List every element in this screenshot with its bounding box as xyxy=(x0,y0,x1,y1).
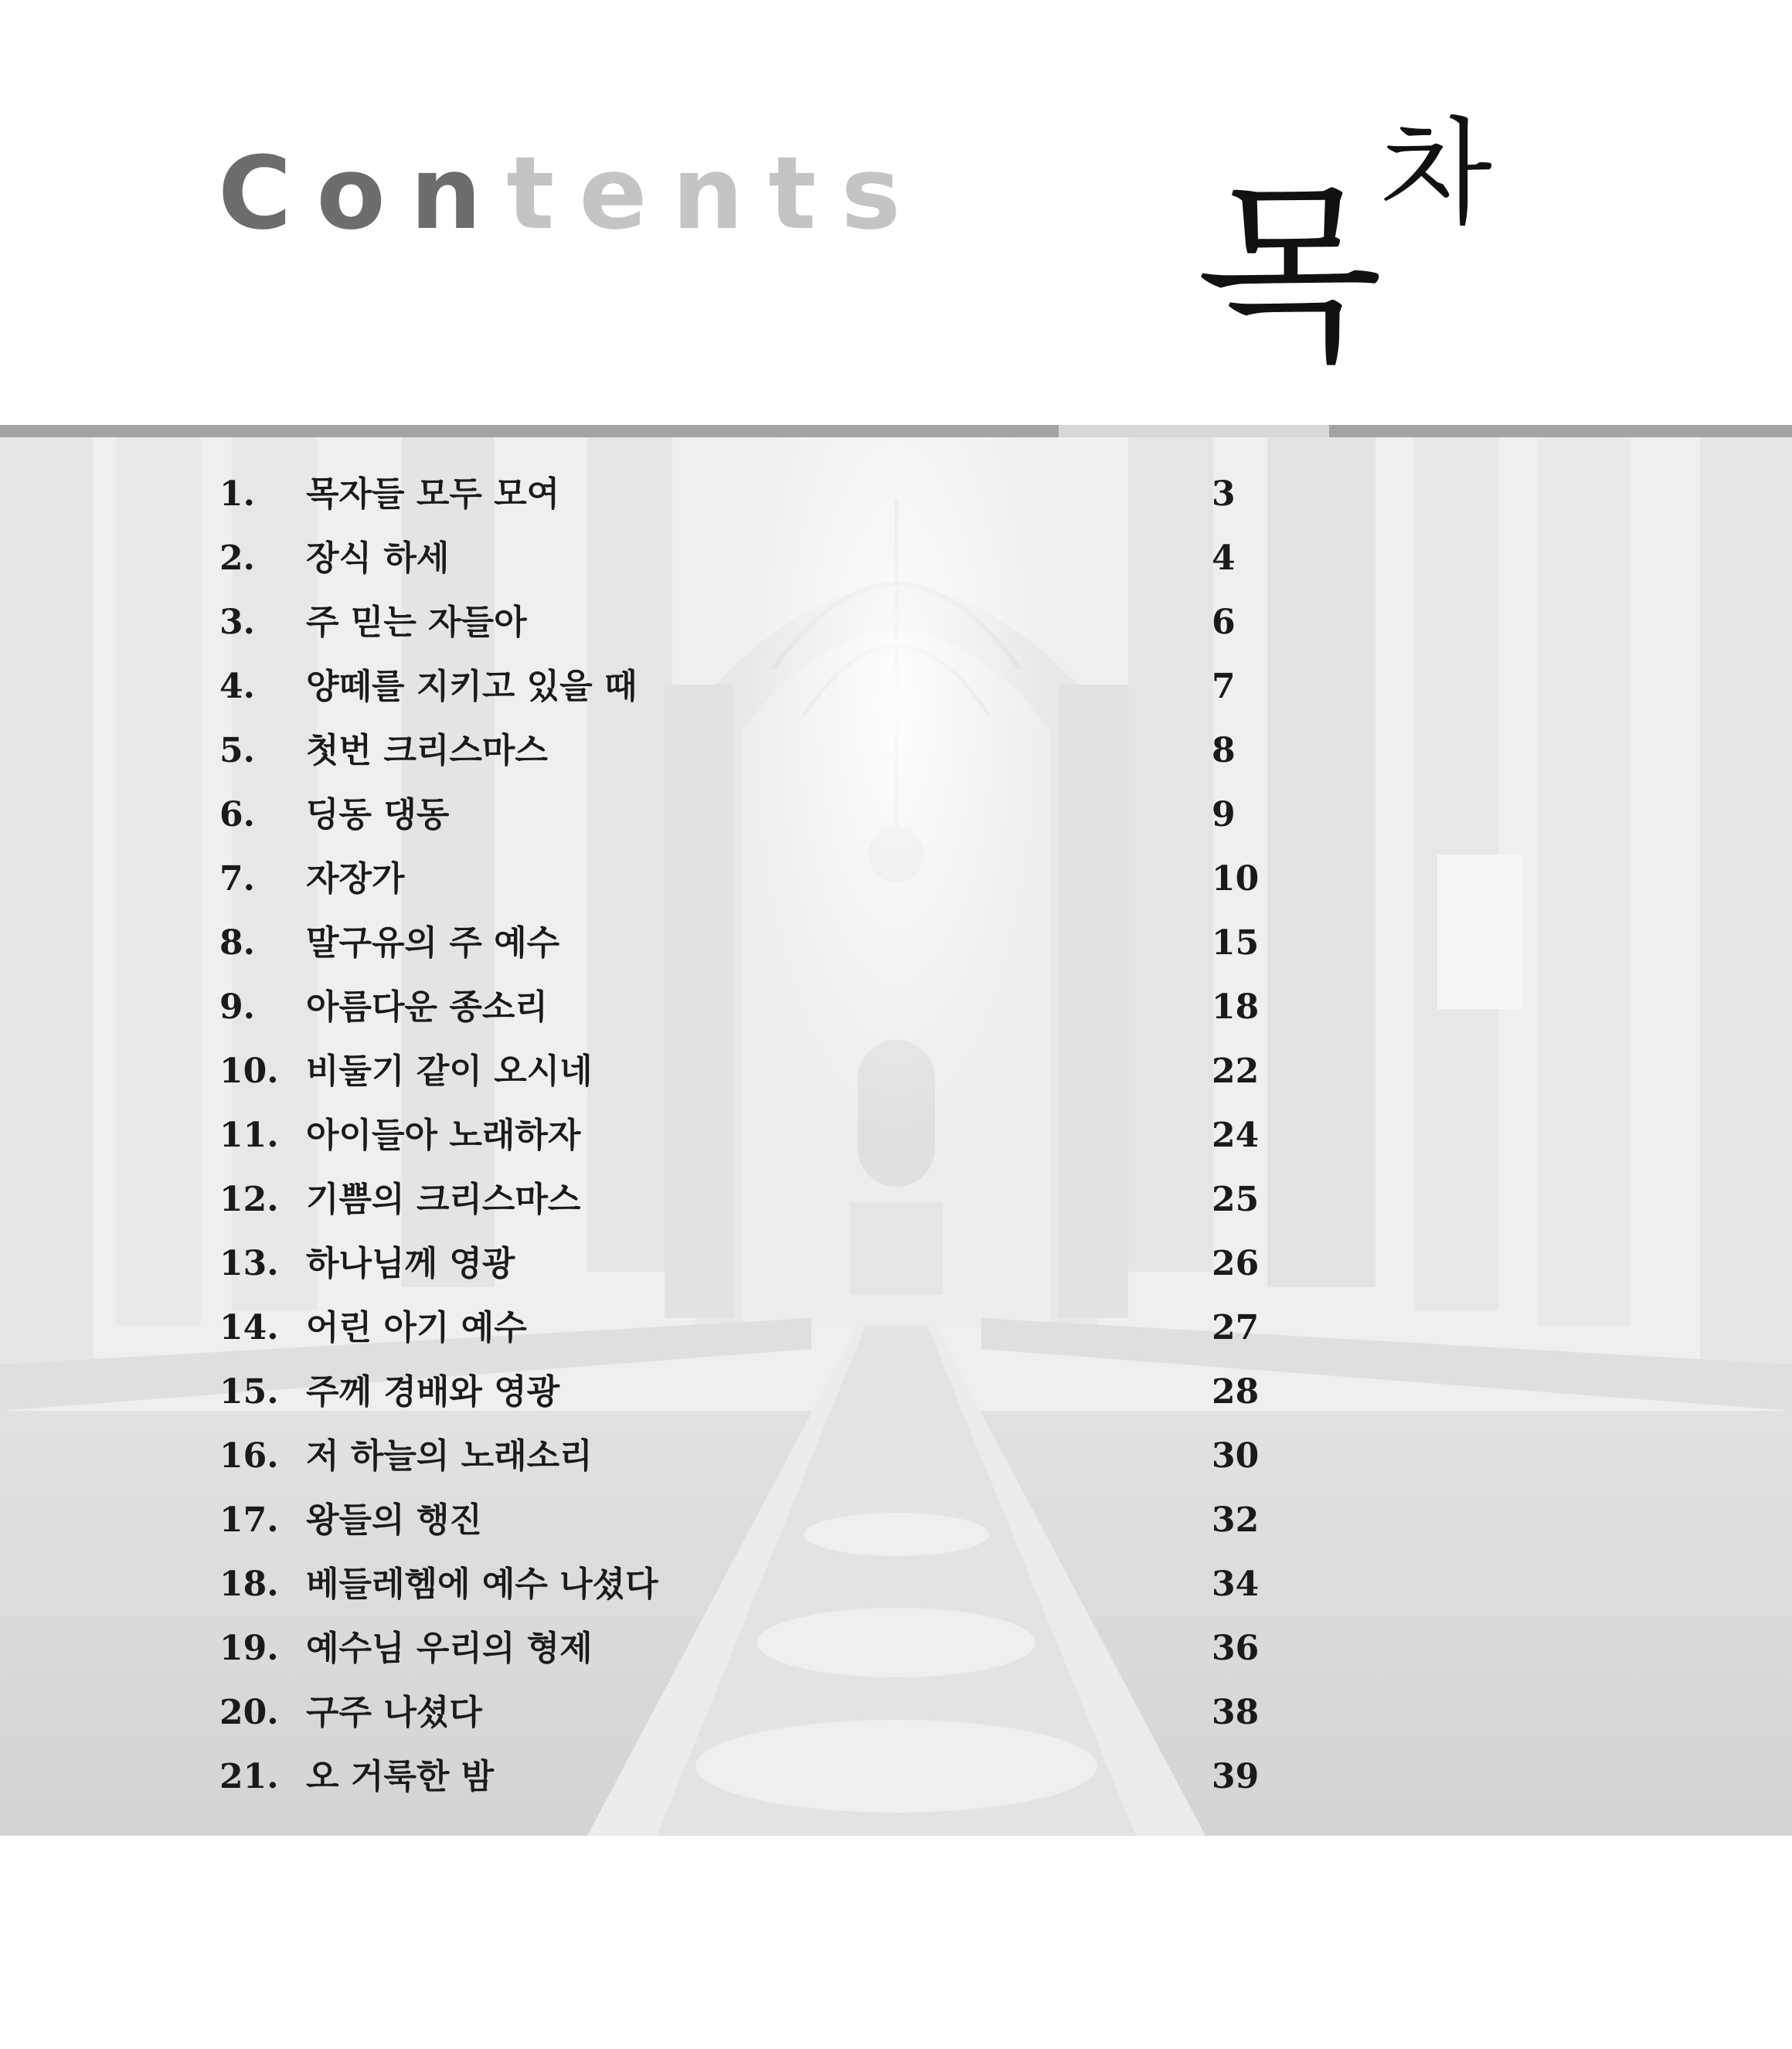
toc-entry[interactable] xyxy=(0,1687,1792,1751)
toc-entry-title: 예수님 우리의 형제 xyxy=(306,1629,593,1668)
toc-entry-title: 양떼를 지키고 있을 때 xyxy=(306,667,638,706)
toc-entry-page: 32 xyxy=(1212,1500,1260,1540)
toc-entry-page: 9 xyxy=(1212,795,1236,834)
toc-entry[interactable] xyxy=(0,725,1792,789)
toc-entry-number: 7. xyxy=(219,859,255,899)
mokcha-heading-main: 목 xyxy=(1196,163,1383,388)
toc-entry-page: 28 xyxy=(1212,1372,1260,1412)
toc-entry-page: 22 xyxy=(1212,1052,1260,1091)
toc-entry-title: 주께 경배와 영광 xyxy=(306,1372,560,1412)
toc-entry[interactable] xyxy=(0,1174,1792,1238)
toc-entry-page: 15 xyxy=(1212,923,1260,963)
toc-entry[interactable] xyxy=(0,789,1792,853)
contents-heading xyxy=(218,134,926,252)
toc-entry-title: 말구유의 주 예수 xyxy=(306,923,560,963)
toc-entry-page: 26 xyxy=(1212,1244,1260,1283)
toc-entry-number: 2. xyxy=(219,539,255,578)
toc-entry[interactable] xyxy=(0,1366,1792,1430)
mokcha-heading-sup: 차 xyxy=(1380,107,1492,241)
toc-entry-number: 4. xyxy=(219,667,255,706)
toc-entry-number: 10. xyxy=(219,1052,279,1091)
toc-entry-page: 27 xyxy=(1212,1308,1260,1347)
toc-entry-number: 9. xyxy=(219,987,255,1027)
toc-entry-number: 3. xyxy=(219,603,255,642)
toc-entry-page: 4 xyxy=(1212,539,1236,578)
toc-entry-title: 비둘기 같이 오시네 xyxy=(306,1052,593,1091)
toc-entry[interactable] xyxy=(0,1558,1792,1623)
toc-entry[interactable] xyxy=(0,661,1792,725)
toc-entry-number: 6. xyxy=(219,795,255,834)
toc-entry[interactable] xyxy=(0,1494,1792,1558)
toc-entry-number: 11. xyxy=(219,1116,279,1155)
toc-entry[interactable] xyxy=(0,1623,1792,1687)
toc-entry[interactable] xyxy=(0,1045,1792,1109)
toc-entry-page: 25 xyxy=(1212,1180,1260,1219)
toc-entry-number: 17. xyxy=(219,1500,279,1540)
toc-entry-title: 목자들 모두 모여 xyxy=(306,474,560,514)
toc-entry[interactable] xyxy=(0,917,1792,981)
toc-entry[interactable] xyxy=(0,596,1792,661)
toc-entry-number: 8. xyxy=(219,923,255,963)
toc-entry[interactable] xyxy=(0,981,1792,1045)
toc-entry-number: 1. xyxy=(219,474,255,514)
toc-entry-page: 6 xyxy=(1212,603,1236,642)
toc-entry-title: 왕들의 행진 xyxy=(306,1500,482,1540)
toc-entry-page: 3 xyxy=(1212,474,1236,514)
toc-entry-title: 오 거룩한 밤 xyxy=(306,1757,495,1796)
contents-heading-light: tents xyxy=(506,134,926,252)
toc-entry-title: 구주 나셨다 xyxy=(306,1693,482,1732)
toc-entry-page: 7 xyxy=(1212,667,1236,706)
toc-entry-page: 39 xyxy=(1212,1757,1260,1796)
toc-entry-number: 21. xyxy=(219,1757,279,1796)
toc-entry-number: 19. xyxy=(219,1629,279,1668)
table-of-contents xyxy=(0,468,1792,1815)
toc-entry-title: 장식 하세 xyxy=(306,539,450,578)
contents-heading-dark: Con xyxy=(218,134,507,252)
toc-entry[interactable] xyxy=(0,1751,1792,1815)
top-rule-right xyxy=(1329,425,1792,437)
toc-entry[interactable] xyxy=(0,853,1792,917)
toc-entry-title: 베들레헴에 예수 나셨다 xyxy=(306,1565,658,1604)
toc-entry[interactable] xyxy=(0,1430,1792,1494)
toc-entry-title: 딩동 댕동 xyxy=(306,795,450,834)
toc-entry-title: 기쁨의 크리스마스 xyxy=(306,1180,581,1219)
toc-entry-page: 38 xyxy=(1212,1693,1260,1732)
toc-entry-page: 8 xyxy=(1212,731,1236,770)
toc-entry-number: 16. xyxy=(219,1436,279,1476)
toc-entry[interactable] xyxy=(0,468,1792,532)
toc-entry-title: 하나님께 영광 xyxy=(306,1244,515,1283)
toc-entry-number: 13. xyxy=(219,1244,279,1283)
toc-entry[interactable] xyxy=(0,1302,1792,1366)
toc-entry-number: 5. xyxy=(219,731,255,770)
toc-entry[interactable] xyxy=(0,532,1792,596)
toc-entry[interactable] xyxy=(0,1238,1792,1302)
top-rule-highlight xyxy=(1059,425,1329,437)
top-rule-left xyxy=(0,425,1059,437)
toc-entry[interactable] xyxy=(0,1109,1792,1174)
toc-entry-page: 36 xyxy=(1212,1629,1260,1668)
toc-entry-title: 아이들아 노래하자 xyxy=(306,1116,581,1155)
toc-entry-page: 18 xyxy=(1212,987,1260,1027)
toc-entry-number: 14. xyxy=(219,1308,279,1347)
toc-entry-page: 30 xyxy=(1212,1436,1260,1476)
toc-entry-title: 저 하늘의 노래소리 xyxy=(306,1436,593,1476)
toc-entry-title: 주 믿는 자들아 xyxy=(306,603,527,642)
toc-entry-title: 첫번 크리스마스 xyxy=(306,731,548,770)
toc-entry-page: 10 xyxy=(1212,859,1260,899)
toc-entry-title: 어린 아기 예수 xyxy=(306,1308,527,1347)
toc-entry-number: 20. xyxy=(219,1693,279,1732)
toc-entry-page: 34 xyxy=(1212,1565,1260,1604)
toc-entry-number: 15. xyxy=(219,1372,279,1412)
toc-entry-number: 18. xyxy=(219,1565,279,1604)
toc-entry-title: 아름다운 종소리 xyxy=(306,987,548,1027)
toc-entry-page: 24 xyxy=(1212,1116,1260,1155)
toc-entry-title: 자장가 xyxy=(306,859,405,899)
toc-entry-number: 12. xyxy=(219,1180,279,1219)
